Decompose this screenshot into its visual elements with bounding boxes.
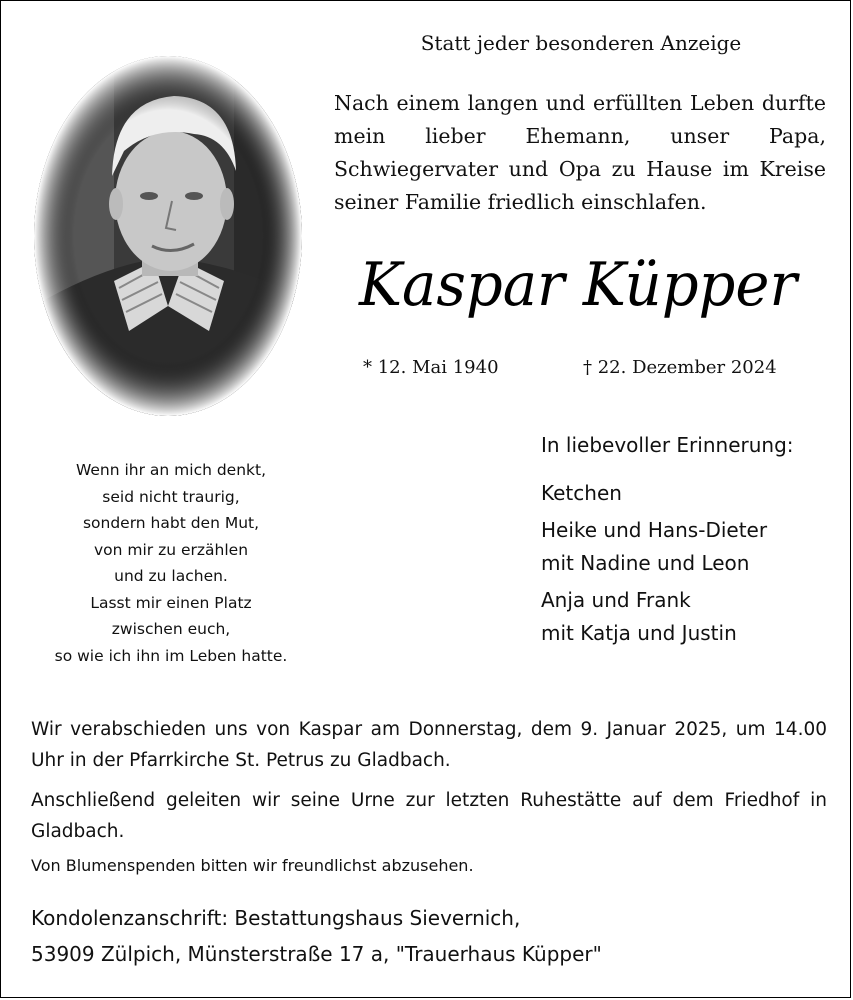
- poem-line: Lasst mir einen Platz: [90, 593, 252, 612]
- poem-line: seid nicht traurig,: [102, 487, 240, 506]
- poem-line: sondern habt den Mut,: [82, 514, 260, 532]
- burial-text: Anschließend geleiten wir seine Urne zur letzten Ruhestätte auf dem Friedhof in Gladbach.: [31, 790, 827, 842]
- death-date: † 22. Dezember 2024: [583, 357, 777, 378]
- mourner-line: Anja und Frank: [541, 588, 691, 612]
- condolence-address-line1: Kondolenzanschrift: Bestattungshaus Sievernich,: [31, 906, 521, 930]
- poem-line: von mir zu erzählen: [93, 540, 249, 559]
- farewell-text: Wir verabschieden uns von Kaspar am Donnerstag, dem 9. Januar 2025, um 14.00 Uhr in der Pfarrkirche St. Petrus zu Gladbach.: [31, 719, 827, 771]
- poem: [21, 457, 321, 669]
- condolence-address-line2: 53909 Zülpich, Münsterstraße 17 a, "Trauerhaus Küpper": [31, 942, 602, 966]
- headline: Statt jeder besonderen Anzeige: [420, 31, 742, 55]
- deceased-name: [351, 233, 811, 333]
- poem-line: zwischen euch,: [111, 620, 231, 638]
- flowers-note: Von Blumenspenden bitten wir freundlichst abzusehen.: [31, 856, 474, 875]
- mourner-line: mit Nadine und Leon: [541, 551, 750, 575]
- announcement-text: Nach einem langen und erfüllten Leben durfte mein lieber Ehemann, unser Papa, Schwiegervater und Opa zu Hause im Kreise seiner Familie friedlich einschlafen.: [334, 91, 826, 214]
- poem-line: Wenn ihr an mich denkt,: [75, 461, 267, 479]
- mourner-line: mit Katja und Justin: [541, 621, 737, 645]
- birth-date: * 12. Mai 1940: [363, 357, 499, 378]
- poem-line: so wie ich ihn im Leben hatte.: [54, 646, 288, 665]
- deceased-name-text: Kaspar Küpper: [358, 250, 801, 320]
- mourner-line: Heike und Hans-Dieter: [541, 518, 768, 542]
- portrait-photo: [34, 56, 302, 416]
- mourner-line: Ketchen: [541, 481, 622, 505]
- poem-line: und zu lachen.: [114, 567, 228, 585]
- memory-title: In liebevoller Erinnerung:: [541, 433, 794, 457]
